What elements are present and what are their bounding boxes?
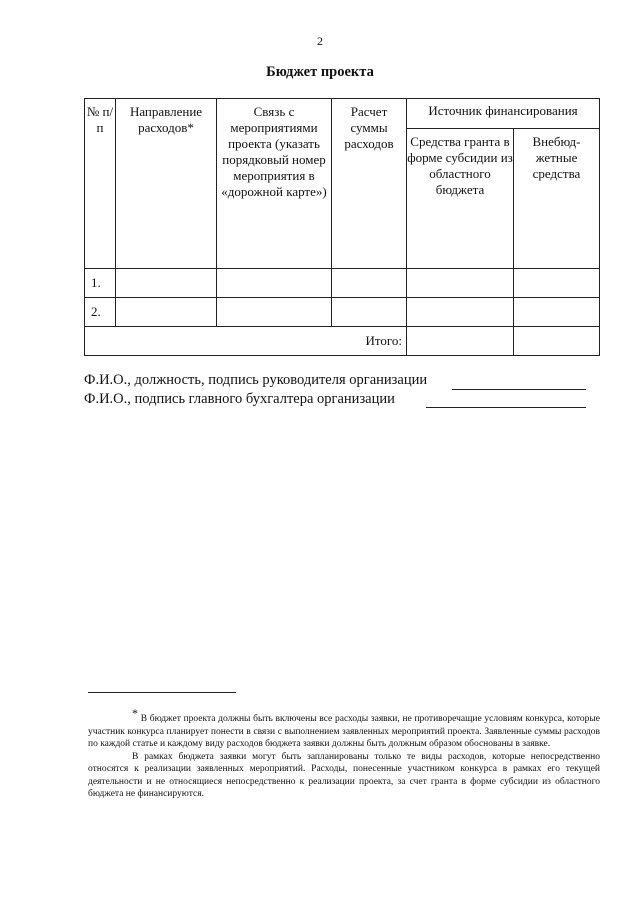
signature-accountant: Ф.И.О., подпись главного бухгалтера организации: [84, 391, 395, 407]
header-link: Связь с мероприятиями проекта (указать порядковый номер мероприятия в «дорожной карте»): [221, 104, 327, 199]
row-1-extra: [514, 269, 600, 298]
header-grant: Средства гранта в форме субсидии из областного бюджета: [407, 134, 513, 197]
header-calc: Расчет суммы расходов: [344, 104, 394, 151]
footnote-text-1: В бюджет проекта должны быть включены все расходы заявки, не противоречащие условиям конкурса, которые участник конкурса планирует понести в связи с выполнением заявленных мероприятий проекта. Заявленные суммы расходов по каждой статье и каждому виду расходов бюджета заявки должны быть должным образом обоснованы в заявке.: [88, 714, 600, 750]
header-cell-direction: [116, 99, 217, 269]
header-cell-link: [217, 99, 332, 269]
header-direction: Направление расходов*: [129, 104, 203, 135]
footnote-rule: [88, 692, 236, 693]
header-cell-extra: [514, 129, 600, 269]
total-grant: [407, 327, 514, 356]
row-2-extra: [514, 298, 600, 327]
footnote: [88, 706, 600, 801]
header-cell-calc: [332, 99, 407, 269]
header-cell-num: [85, 99, 116, 269]
footnote-marker: *: [132, 706, 138, 720]
table-row: [85, 298, 600, 327]
header-num: № п/п: [86, 104, 114, 135]
row-2-num: 2.: [85, 298, 116, 327]
header-extra: Внебюд-жетные средства: [532, 134, 581, 181]
footnote-paragraph-1: [88, 706, 600, 751]
budget-table: [84, 98, 600, 356]
page-number: 2: [317, 34, 323, 48]
header-cell-grant: [407, 129, 514, 269]
total-label: Итого:: [85, 327, 407, 356]
row-1-grant: [407, 269, 514, 298]
header-cell-source: [407, 99, 600, 129]
row-1-calc: [332, 269, 407, 298]
page-title: Бюджет проекта: [266, 64, 374, 80]
header-source: Источник финансирования: [428, 103, 578, 118]
signature-head: Ф.И.О., должность, подпись руководителя организации: [84, 372, 428, 388]
signature-accountant-line: [426, 407, 586, 408]
row-2-calc: [332, 298, 407, 327]
total-extra: [514, 327, 600, 356]
footnote-paragraph-2: В рамках бюджета заявки могут быть запланированы только те виды расходов, которые непосредственно относятся к реализации заявленных мероприятий. Расходы, понесенные участником конкурса в рамках его текущей деятельности и не относящиеся непосредственно к реализации проекта, за счет гранта в форме субсидии из областного бюджета не финансируются.: [88, 751, 600, 800]
table-total-row: [85, 327, 600, 356]
row-1-direction: [116, 269, 217, 298]
signature-head-line: [452, 389, 586, 390]
row-2-direction: [116, 298, 217, 327]
row-2-link: [217, 298, 332, 327]
row-1-num: 1.: [85, 269, 116, 298]
row-1-link: [217, 269, 332, 298]
table-row: [85, 269, 600, 298]
table-header-row: [85, 99, 600, 129]
row-2-grant: [407, 298, 514, 327]
